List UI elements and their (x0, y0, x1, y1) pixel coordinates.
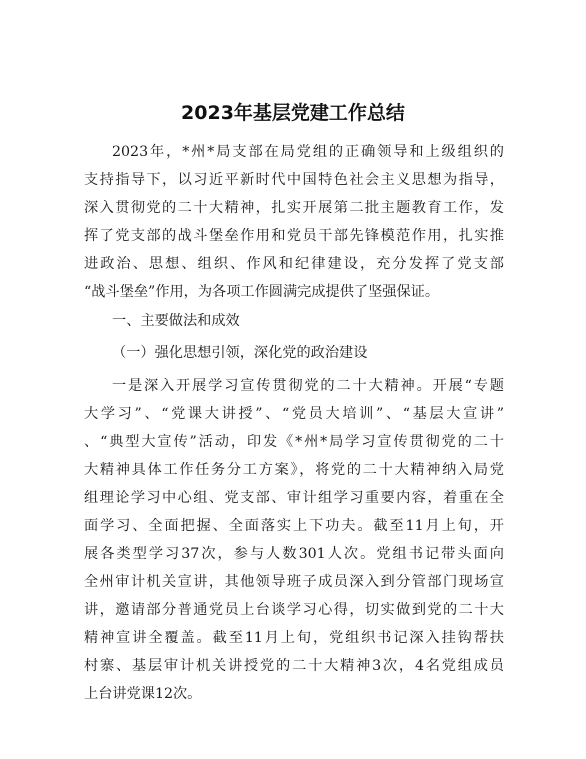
paragraph-line: 展各类型学习37次，参与人数301人次。党组书记带头面向 (84, 546, 504, 562)
paragraph-line: 大精神具体工作任务分工方案》，将党的二十大精神纳入局党 (84, 462, 504, 478)
body-paragraph (84, 372, 504, 708)
paragraph-line: 上台讲党课12次。 (84, 686, 202, 702)
paragraph-line: 讲，邀请部分普通党员上台谈学习心得，切实做到党的二十大 (84, 602, 504, 618)
paragraph-line: 全州审计机关宣讲，其他领导班子成员深入到分管部门现场宣 (84, 574, 504, 590)
paragraph-line: 支持指导下，以习近平新时代中国特色社会主义思想为指导， (84, 172, 504, 188)
paragraph-line: 挥了党支部的战斗堡垒作用和党员干部先锋模范作用，扎实推 (84, 228, 504, 244)
paragraph-line: 2023年，*州*局支部在局党组的正确领导和上级组织的 (112, 144, 504, 160)
paragraph-line: 村寨、基层审计机关讲授党的二十大精神3次，4名党组成员 (84, 658, 504, 674)
paragraph-line: 精神宣讲全覆盖。截至11月上旬，党组织书记深入挂钩帮扶 (84, 630, 504, 646)
paragraph-line: “战斗堡垒”作用，为各项工作圆满完成提供了坚强保证。 (84, 284, 440, 300)
paragraph-line: 进政治、思想、组织、作风和纪律建设，充分发挥了党支部 (84, 256, 504, 272)
subsection-heading-block (84, 339, 504, 367)
section-heading: 一、主要做法和成效 (112, 313, 240, 329)
paragraph-line: 、“典型大宣传”活动，印发《*州*局学习宣传贯彻党的二十 (84, 434, 504, 450)
intro-paragraph (84, 138, 504, 306)
paragraph-line: 深入贯彻党的二十大精神，扎实开展第二批主题教育工作，发 (84, 200, 504, 216)
paragraph-line: 一是深入开展学习宣传贯彻党的二十大精神。开展“专题 (112, 378, 504, 394)
subsection-heading: （一）强化思想引领，深化党的政治建设 (112, 345, 368, 361)
paragraph-line: 组理论学习中心组、党支部、审计组学习重要内容，着重在全 (84, 490, 504, 506)
section-heading-block (84, 307, 504, 335)
paragraph-line: 大学习”、“党课大讲授”、“党员大培训”、“基层大宣讲” (84, 406, 504, 422)
document-title: 2023年基层党建工作总结 (181, 102, 405, 124)
paragraph-line: 面学习、全面把握、全面落实上下功夫。截至11月上旬，开 (84, 518, 504, 534)
